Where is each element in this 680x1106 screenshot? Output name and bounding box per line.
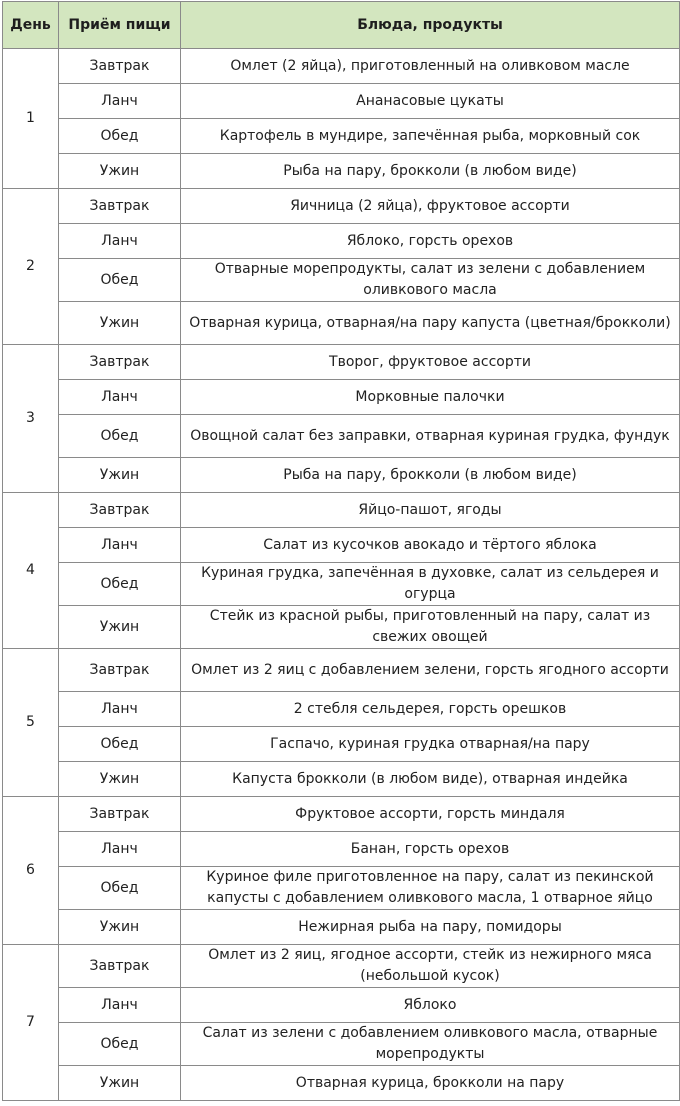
table-row <box>3 910 680 945</box>
table-row <box>3 528 680 563</box>
meal-name-cell: Ужин <box>59 154 181 189</box>
meal-name-cell: Ланч <box>59 988 181 1023</box>
dish-description-cell: Овощной салат без заправки, отварная куриная грудка, фундук <box>181 415 680 458</box>
dish-description-cell: Яичница (2 яйца), фруктовое ассорти <box>181 189 680 224</box>
table-row <box>3 1023 680 1066</box>
meal-name-cell: Ланч <box>59 84 181 119</box>
meal-name-cell: Ужин <box>59 302 181 345</box>
meal-name-cell: Обед <box>59 1023 181 1066</box>
meal-name-cell: Ланч <box>59 224 181 259</box>
table-row <box>3 302 680 345</box>
meal-name-cell: Завтрак <box>59 945 181 988</box>
day-number-cell: 6 <box>3 797 59 945</box>
table-row <box>3 493 680 528</box>
table-row <box>3 154 680 189</box>
table-row <box>3 867 680 910</box>
day-number-cell: 5 <box>3 649 59 797</box>
table-row <box>3 119 680 154</box>
dish-description-cell: Творог, фруктовое ассорти <box>181 345 680 380</box>
meal-name-cell: Ужин <box>59 762 181 797</box>
meal-name-cell: Ланч <box>59 528 181 563</box>
table-row <box>3 259 680 302</box>
dish-description-cell: Яблоко, горсть орехов <box>181 224 680 259</box>
meal-name-cell: Завтрак <box>59 49 181 84</box>
meal-name-cell: Завтрак <box>59 493 181 528</box>
table-row <box>3 224 680 259</box>
dish-description-cell: Ананасовые цукаты <box>181 84 680 119</box>
meal-plan-table <box>2 1 680 1101</box>
day-number-cell: 2 <box>3 189 59 345</box>
table-row <box>3 727 680 762</box>
dish-description-cell: Картофель в мундире, запечённая рыба, морковный сок <box>181 119 680 154</box>
meal-name-cell: Завтрак <box>59 797 181 832</box>
dish-description-cell: Рыба на пару, брокколи (в любом виде) <box>181 154 680 189</box>
meal-name-cell: Обед <box>59 867 181 910</box>
table-row <box>3 649 680 692</box>
table-row <box>3 832 680 867</box>
dish-description-cell: Рыба на пару, брокколи (в любом виде) <box>181 458 680 493</box>
table-row <box>3 84 680 119</box>
dish-description-cell: Яйцо-пашот, ягоды <box>181 493 680 528</box>
meal-name-cell: Завтрак <box>59 189 181 224</box>
dish-description-cell: Салат из зелени с добавлением оливкового масла, отварные морепродукты <box>181 1023 680 1066</box>
dish-description-cell: Отварные морепродукты, салат из зелени с добавлением оливкового масла <box>181 259 680 302</box>
table-row <box>3 797 680 832</box>
meal-name-cell: Ланч <box>59 832 181 867</box>
table-row <box>3 458 680 493</box>
meal-name-cell: Обед <box>59 415 181 458</box>
table-row <box>3 1066 680 1101</box>
meal-name-cell: Ланч <box>59 380 181 415</box>
dish-description-cell: 2 стебля сельдерея, горсть орешков <box>181 692 680 727</box>
dish-description-cell: Куриное филе приготовленное на пару, салат из пекинской капусты с добавлением оливкового масла, 1 отварное яйцо <box>181 867 680 910</box>
dish-description-cell: Нежирная рыба на пару, помидоры <box>181 910 680 945</box>
day-number-cell: 3 <box>3 345 59 493</box>
meal-name-cell: Ужин <box>59 606 181 649</box>
table-row <box>3 762 680 797</box>
table-row <box>3 49 680 84</box>
meal-name-cell: Обед <box>59 119 181 154</box>
dish-description-cell: Омлет (2 яйца), приготовленный на оливковом масле <box>181 49 680 84</box>
dish-description-cell: Отварная курица, отварная/на пару капуста (цветная/брокколи) <box>181 302 680 345</box>
table-row <box>3 415 680 458</box>
header-row <box>3 2 680 49</box>
meal-name-cell: Ужин <box>59 458 181 493</box>
dish-description-cell: Яблоко <box>181 988 680 1023</box>
day-number-cell: 4 <box>3 493 59 649</box>
dish-description-cell: Фруктовое ассорти, горсть миндаля <box>181 797 680 832</box>
meal-name-cell: Обед <box>59 563 181 606</box>
meal-name-cell: Ланч <box>59 692 181 727</box>
table-body <box>3 49 680 1101</box>
dish-description-cell: Отварная курица, брокколи на пару <box>181 1066 680 1101</box>
meal-name-cell: Завтрак <box>59 345 181 380</box>
meal-name-cell: Обед <box>59 259 181 302</box>
table-row <box>3 692 680 727</box>
dish-description-cell: Стейк из красной рыбы, приготовленный на пару, салат из свежих овощей <box>181 606 680 649</box>
table-row <box>3 606 680 649</box>
table-row <box>3 345 680 380</box>
dish-description-cell: Куриная грудка, запечённая в духовке, салат из сельдерея и огурца <box>181 563 680 606</box>
dish-description-cell: Омлет из 2 яиц с добавлением зелени, горсть ягодного ассорти <box>181 649 680 692</box>
dish-description-cell: Банан, горсть орехов <box>181 832 680 867</box>
table-row <box>3 189 680 224</box>
table-row <box>3 945 680 988</box>
dish-description-cell: Салат из кусочков авокадо и тёртого яблока <box>181 528 680 563</box>
table-row <box>3 563 680 606</box>
meal-name-cell: Ужин <box>59 910 181 945</box>
day-number-cell: 1 <box>3 49 59 189</box>
dish-description-cell: Гаспачо, куриная грудка отварная/на пару <box>181 727 680 762</box>
table-row <box>3 988 680 1023</box>
meal-name-cell: Ужин <box>59 1066 181 1101</box>
day-number-cell: 7 <box>3 945 59 1101</box>
header-meal: Приём пищи <box>59 2 181 49</box>
dish-description-cell: Морковные палочки <box>181 380 680 415</box>
dish-description-cell: Капуста брокколи (в любом виде), отварная индейка <box>181 762 680 797</box>
header-dishes: Блюда, продукты <box>181 2 680 49</box>
table-row <box>3 380 680 415</box>
dish-description-cell: Омлет из 2 яиц, ягодное ассорти, стейк из нежирного мяса (небольшой кусок) <box>181 945 680 988</box>
header-day: День <box>3 2 59 49</box>
meal-name-cell: Завтрак <box>59 649 181 692</box>
meal-name-cell: Обед <box>59 727 181 762</box>
